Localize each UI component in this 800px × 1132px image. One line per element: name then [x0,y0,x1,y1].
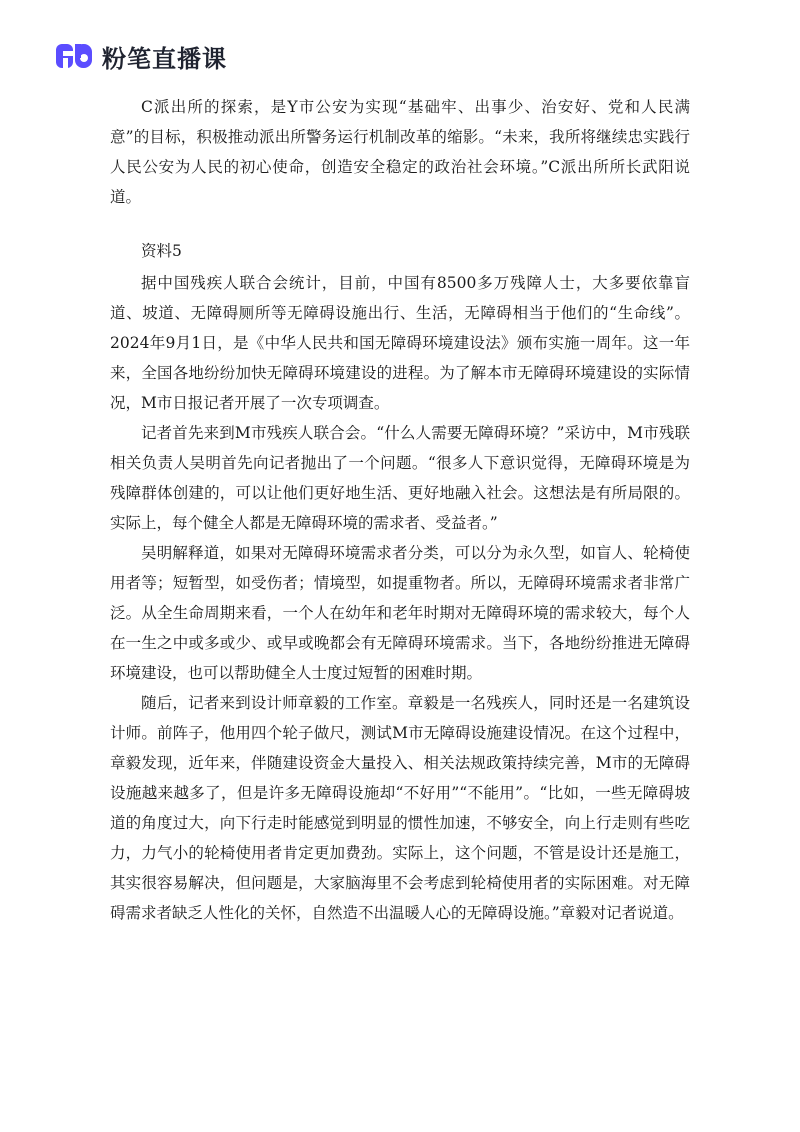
intro-paragraph: C派出所的探索，是Y市公安为实现“基础牢、出事少、治安好、党和人民满意”的目标，积极推动派出所警务运行机制改革的缩影。“未来，我所将继续忠实践行人民公安为人民的初心使命，创造安全稳定的政治社会环境。”C派出所所长武阳说道。 [110,98,690,206]
paragraph: 记者首先来到M市残疾人联合会。“什么人需要无障碍环境？”采访中，M市残联相关负责人吴明首先向记者抛出了一个问题。“很多人下意识觉得，无障碍环境是为残障群体创建的，可以让他们更好地生活、更好地融入社会。这想法是有所局限的。实际上，每个健全人都是无障碍环境的需求者、受益者。” [110,424,690,532]
fenbi-logo-icon [54,41,94,71]
paragraph: 吴明解释道，如果对无障碍环境需求者分类，可以分为永久型，如盲人、轮椅使用者等；短暂型，如受伤者；情境型，如提重物者。所以，无障碍环境需求者非常广泛。从全生命周期来看，一个人在幼年和老年时期对无障碍环境的需求较大，每个人在一生之中或多或少、或早或晚都会有无障碍环境需求。当下，各地纷纷推进无障碍环境建设，也可以帮助健全人士度过短暂的困难时期。 [110,544,690,682]
paragraph: 随后，记者来到设计师章毅的工作室。章毅是一名残疾人，同时还是一名建筑设计师。前阵子，他用四个轮子做尺，测试M市无障碍设施建设情况。在这个过程中，章毅发现，近年来，伴随建设资金大量投入、相关法规政策持续完善，M市的无障碍设施越来越多了，但是许多无障碍设施却“不好用”“不能用”。“比如，一些无障碍坡道的角度过大，向下行走时能感觉到明显的惯性加速，不够安全，向上行走则有些吃力，力气小的轮椅使用者肯定更加费劲。实际上，这个问题，不管是设计还是施工，其实很容易解决，但问题是，大家脑海里不会考虑到轮椅使用者的实际困难。对无障碍需求者缺乏人性化的关怀，自然造不出温暖人心的无障碍设施。”章毅对记者说道。 [110,694,690,922]
brand-logo [54,40,227,72]
paragraph: 据中国残疾人联合会统计，目前，中国有8500多万残障人士，大多要依靠盲道、坡道、无障碍厕所等无障碍设施出行、生活，无障碍相当于他们的“生命线”。2024年9月1日，是《中华人民共和国无障碍环境建设法》颁布实施一周年。这一年来，全国各地纷纷加快无障碍环境建设的进程。为了解本市无障碍环境建设的实际情况，M市日报记者开展了一次专项调查。 [110,274,690,412]
brand-name: 粉笔直播课 [102,44,227,73]
document-body [110,92,690,928]
section-heading: 资料5 [141,242,182,260]
